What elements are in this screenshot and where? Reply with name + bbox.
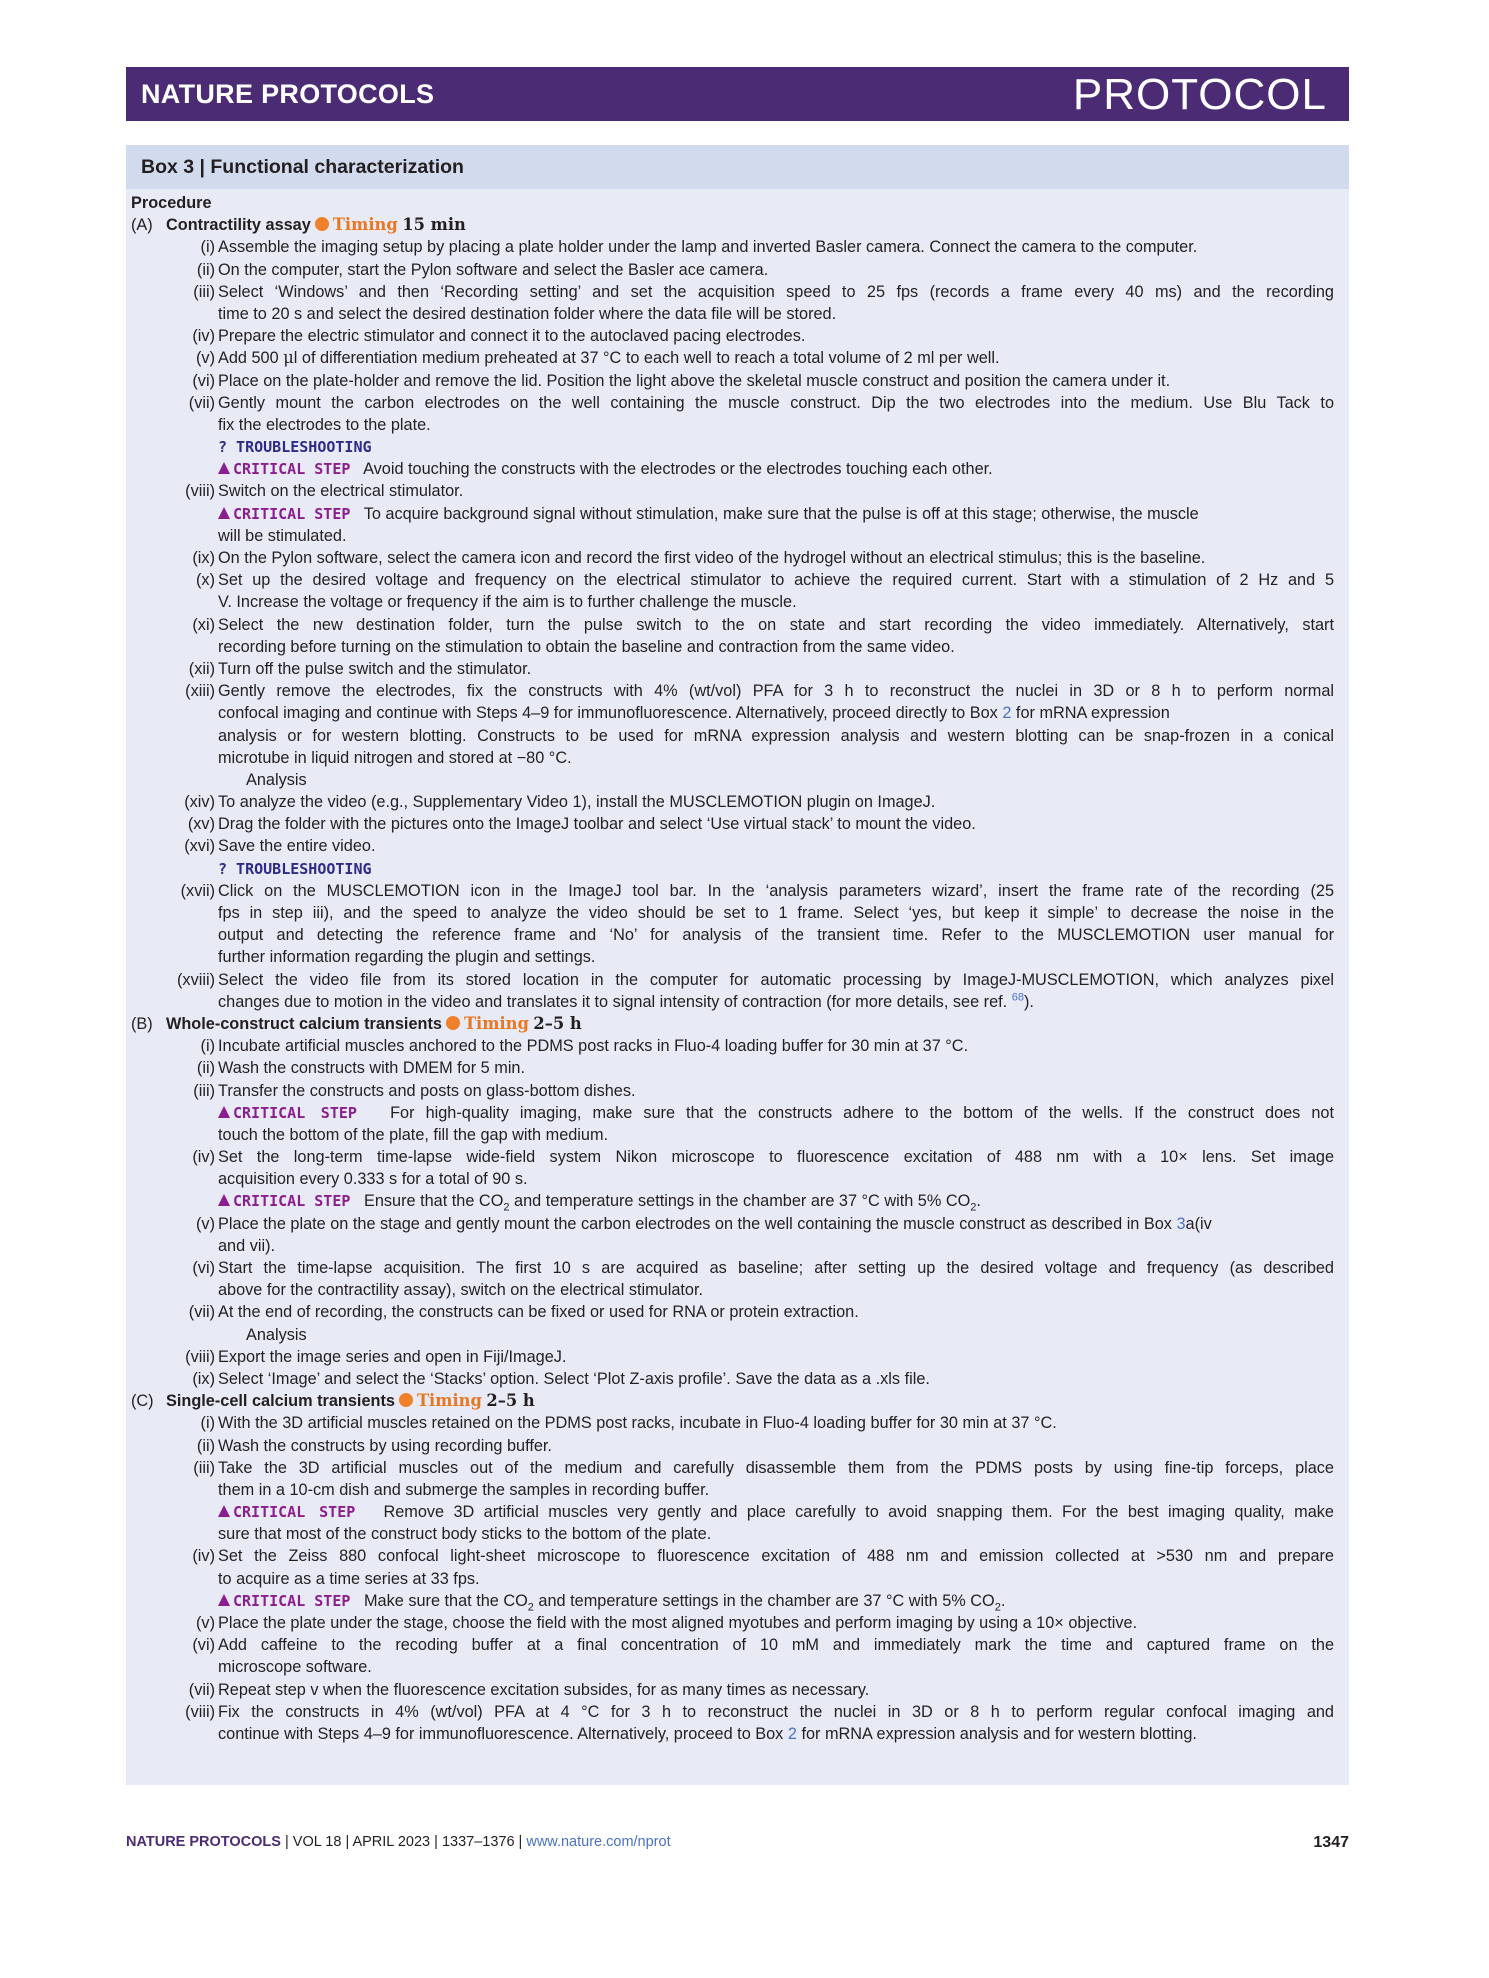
step-c-viii: (viii) Fix the constructs in 4% (wt/vol) PFA at 4 °C for 3 h to reconstruct the nuclei in 3D or 8 h to perform regular confocal imaging and xyxy=(185,1702,1334,1721)
box-2-link[interactable]: 2 xyxy=(787,1724,797,1743)
warning-triangle-icon xyxy=(218,1594,230,1606)
step-a-xiii-cont: microtube in liquid nitrogen and stored at −80 °C. xyxy=(218,748,572,767)
section-b-title: Whole-construct calcium transients xyxy=(166,1014,442,1033)
box-content xyxy=(126,192,1349,1745)
critical-step-cont: sure that most of the construct body sticks to the bottom of the plate. xyxy=(218,1525,712,1544)
step-a-xi: (xi) Select the new destination folder, turn the pulse switch to the on state and start recording the video immediately. Alternatively, start xyxy=(192,615,1334,634)
step-a-xiii: (xiii) Gently remove the electrodes, fix the constructs with 4% (wt/vol) PFA for 3 h to reconstruct the nuclei in 3D or 8 h to perform normal xyxy=(185,682,1334,701)
step-b-vi: (vi) Start the time-lapse acquisition. The first 10 s are acquired as baseline; after setting up the desired voltage and frequency (as described xyxy=(192,1259,1334,1277)
page-number: 1347 xyxy=(1313,1834,1349,1851)
step-a-vii-cont: fix the electrodes to the plate. xyxy=(218,415,431,434)
warning-triangle-icon xyxy=(218,1194,230,1206)
step-b-ii: (ii) Wash the constructs with DMEM for 5 min. xyxy=(196,1059,526,1078)
procedure-heading: Procedure xyxy=(131,194,212,212)
troubleshooting-link[interactable]: ? TROUBLESHOOTING xyxy=(218,438,372,457)
warning-triangle-icon xyxy=(218,507,230,519)
step-b-iv: (iv) Set the long-term time-lapse wide-field system Nikon microscope to fluorescence excitation of 488 nm with a 10× lens. Set image xyxy=(192,1148,1334,1167)
step-c-vi-cont: microscope software. xyxy=(218,1658,372,1677)
step-b-iv-cont: acquisition every 0.333 s for a total of 90 s. xyxy=(218,1170,528,1189)
step-a-iv: (iv) Prepare the electric stimulator and connect it to the autoclaved pacing electrodes. xyxy=(192,327,806,346)
box-title: Box 3 | Functional characterization xyxy=(141,156,464,178)
step-a-xiv: (xiv) To analyze the video (e.g., Supplementary Video 1), install the MUSCLEMOTION plugin on ImageJ. xyxy=(184,793,936,812)
step-a-x: (x) Set up the desired voltage and frequency on the electrical stimulator to achieve the required current. Start with a stimulation of 2 Hz and 5 xyxy=(196,571,1334,590)
footer-pages: 1337–1376 xyxy=(441,1834,515,1850)
step-a-iii-cont: time to 20 s and select the desired destination folder where the data file will be stored. xyxy=(218,304,837,323)
step-b-vi-cont: above for the contractility assay), switch on the electrical stimulator. xyxy=(218,1281,704,1300)
critical-step: CRITICAL STEP Remove 3D artificial muscles very gently and place carefully to avoid snapping them. For the best imaging quality, make xyxy=(126,1501,1349,1523)
box-3-link[interactable]: 3 xyxy=(1176,1214,1186,1233)
step-a-i: (i) Assemble the imaging setup by placing a plate holder under the lamp and inverted Basler camera. Connect the camera to the computer. xyxy=(200,238,1198,257)
section-c-heading: (C) Single-cell calcium transients Timing 2–5 h xyxy=(131,1391,535,1411)
critical-step: CRITICAL STEP Make sure that the $CO_2$ and temperature settings in the chamber are 37 °C with 5% $CO_2$. xyxy=(126,1590,1349,1612)
step-c-v: (v) Place the plate under the stage, choose the field with the most aligned myotubes and perform imaging by using a 10× objective. xyxy=(196,1614,1138,1632)
step-a-vii: (vii) Gently mount the carbon electrodes on the well containing the muscle construct. Dip the two electrodes into the medium. Use Blu Tack to xyxy=(188,393,1334,412)
step-b-vii: (vii) At the end of recording, the constructs can be fixed or used for RNA or protein extraction. xyxy=(188,1303,859,1322)
warning-triangle-icon xyxy=(218,462,230,474)
footer-date: APRIL 2023 xyxy=(352,1834,431,1850)
section-a-heading: (A) Contractility assay Timing 15 min xyxy=(131,215,466,235)
critical-step-cont: will be stimulated. xyxy=(218,526,347,545)
step-a-xvii-cont: output and detecting the reference frame and ‘No’ for analysis of the transient time. Refer to the MUSCLEMOTION user manual for xyxy=(218,926,1334,945)
journal-banner xyxy=(126,67,1349,121)
step-b-i: (i) Incubate artificial muscles anchored to the PDMS post racks in Fluo-4 loading buffer for 30 min at 37 °C. xyxy=(200,1037,969,1056)
critical-step: CRITICAL STEP For high-quality imaging, make sure that the constructs adhere to the bottom of the wells. If the construct does not xyxy=(126,1102,1349,1124)
step-c-iii: (iii) Take the 3D artificial muscles out of the medium and carefully disassemble them from the PDMS posts by using fine-tip forceps, place xyxy=(193,1458,1334,1477)
step-c-viii-cont: continue with Steps 4–9 for immunofluorescence. Alternatively, proceed to Box 2 for mRNA expression analysis and for western blotting. xyxy=(218,1724,1197,1743)
journal-name: NATURE PROTOCOLS xyxy=(141,79,435,109)
step-c-vi: (vi) Add caffeine to the recoding buffer at a final concentration of 10 mM and immediately mark the time and captured frame on the xyxy=(192,1636,1334,1655)
step-c-i: (i) With the 3D artificial muscles retained on the PDMS post racks, incubate in Fluo-4 loading buffer for 30 min at 37 °C. xyxy=(200,1414,1057,1433)
section-c-title: Single-cell calcium transients xyxy=(166,1392,395,1411)
critical-step: CRITICAL STEP Avoid touching the constructs with the electrodes or the electrodes touching each other. xyxy=(126,458,1349,480)
reference-link[interactable]: 68 xyxy=(1011,991,1024,1004)
troubleshooting-link[interactable]: ? TROUBLESHOOTING xyxy=(218,859,372,878)
step-a-ii: (ii) On the computer, start the Pylon software and select the Basler ace camera. xyxy=(196,260,769,279)
analysis-heading: Analysis xyxy=(246,1325,307,1344)
footer-journal: NATURE PROTOCOLS xyxy=(126,1834,281,1850)
step-b-ix: (ix) Select ‘Image’ and select the ‘Stacks’ option. Select ‘Plot Z-axis profile’. Save the data as a .xls file. xyxy=(192,1369,930,1388)
timing-icon xyxy=(315,217,329,231)
step-a-iii: (iii) Select ‘Windows’ and then ‘Recording setting’ and set the acquisition speed to 25 fps (records a frame every 40 ms) and the recording xyxy=(193,282,1334,301)
step-a-xvii-cont: further information regarding the plugin and settings. xyxy=(218,948,596,967)
box-3 xyxy=(126,145,1349,1785)
step-a-xii: (xii) Turn off the pulse switch and the stimulator. xyxy=(188,659,532,678)
footer-url-link[interactable]: www.nature.com/nprot xyxy=(526,1834,671,1850)
step-b-v: (v) Place the plate on the stage and gently mount the carbon electrodes on the well containing the muscle construct as described in Box 3a(iv xyxy=(196,1214,1212,1233)
timing-icon xyxy=(399,1393,413,1407)
step-a-xi-cont: recording before turning on the stimulation to obtain the baseline and contraction from the same video. xyxy=(218,637,955,656)
step-c-iii-cont: them in a 10-cm dish and submerge the samples in recording buffer. xyxy=(218,1480,710,1499)
step-a-v: (v) Add 500 μl of differentiation medium preheated at 37 °C to each well to reach a total volume of 2 ml per well. xyxy=(196,348,1000,368)
critical-step: CRITICAL STEP Ensure that the $CO_2$ and temperature settings in the chamber are 37 °C with 5% $CO_2$. xyxy=(126,1190,1349,1212)
section-b-heading: (B) Whole-construct calcium transients Timing 2–5 h xyxy=(131,1013,582,1033)
step-a-ix: (ix) On the Pylon software, select the camera icon and record the first video of the hydrogel without an electrical stimulus; this is the baseline. xyxy=(192,549,1206,567)
step-a-vi: (vi) Place on the plate-holder and remove the lid. Position the light above the skeletal muscle construct and position the camera under it. xyxy=(192,371,1171,390)
step-a-xviii-cont: changes due to motion in the video and translates it to signal intensity of contraction (for more details, see ref. $^{68}$). xyxy=(218,991,1034,1011)
warning-triangle-icon xyxy=(218,1505,230,1517)
step-a-xvii-cont: fps in step iii), and the speed to analyze the video should be set to 1 frame. Select ‘yes, but keep it simple’ to decrease the noise in the xyxy=(218,904,1334,922)
step-a-xviii: (xviii) Select the video file from its stored location in the computer for automatic processing by ImageJ-MUSCLEMOTION, which analyzes pixel xyxy=(177,970,1334,989)
step-a-xvi: (xvi) Save the entire video. xyxy=(184,837,376,856)
section-a-title: Contractility assay xyxy=(166,216,311,235)
step-a-viii: (viii) Switch on the electrical stimulator. xyxy=(185,482,464,501)
step-a-xiii-cont: analysis or for western blotting. Constructs to be used for mRNA expression analysis and western blotting can be snap-frozen in a conical xyxy=(218,726,1334,745)
step-b-v-cont: and vii). xyxy=(218,1236,276,1255)
step-c-ii: (ii) Wash the constructs by using recording buffer. xyxy=(196,1436,552,1455)
step-b-viii: (viii) Export the image series and open in Fiji/ImageJ. xyxy=(185,1347,567,1366)
box-header xyxy=(126,145,1349,189)
step-c-vii: (vii) Repeat step v when the fluorescence excitation subsides, for as many times as necessary. xyxy=(188,1680,870,1699)
box-2-link[interactable]: 2 xyxy=(1002,704,1012,723)
footer-volume: VOL 18 xyxy=(292,1834,342,1850)
step-c-iv-cont: to acquire as a time series at 33 fps. xyxy=(218,1569,480,1588)
page-footer: NATURE PROTOCOLS | VOL 18 | APRIL 2023 | 1337–1376 | www.nature.com/nprot 1347 xyxy=(126,1834,1349,1851)
step-a-xv: (xv) Drag the folder with the pictures onto the ImageJ toolbar and select ‘Use virtual stack’ to mount the video. xyxy=(187,815,976,834)
analysis-heading: Analysis xyxy=(246,770,307,789)
warning-triangle-icon xyxy=(218,1106,230,1118)
step-a-x-cont: V. Increase the voltage or frequency if the aim is to further challenge the muscle. xyxy=(218,593,797,612)
critical-step: CRITICAL STEP To acquire background signal without stimulation, make sure that the pulse is off at this stage; otherwise, the muscle xyxy=(126,503,1349,525)
timing-icon xyxy=(446,1016,460,1030)
step-a-xvii: (xvii) Click on the MUSCLEMOTION icon in the ImageJ tool bar. In the ‘analysis parameters wizard’, insert the frame rate of the recording (25 xyxy=(180,881,1334,900)
article-type: PROTOCOL xyxy=(1072,70,1327,119)
step-b-iii: (iii) Transfer the constructs and posts on glass-bottom dishes. xyxy=(193,1081,636,1100)
step-a-xiii-cont: confocal imaging and continue with Steps 4–9 for immunofluorescence. Alternatively, proceed directly to Box 2 for mRNA expression xyxy=(218,704,1170,723)
critical-step-cont: touch the bottom of the plate, fill the gap with medium. xyxy=(218,1125,609,1144)
step-c-iv: (iv) Set the Zeiss 880 confocal light-sheet microscope to fluorescence excitation of 488 nm and emission collected at >530 nm and prepare xyxy=(192,1547,1334,1566)
